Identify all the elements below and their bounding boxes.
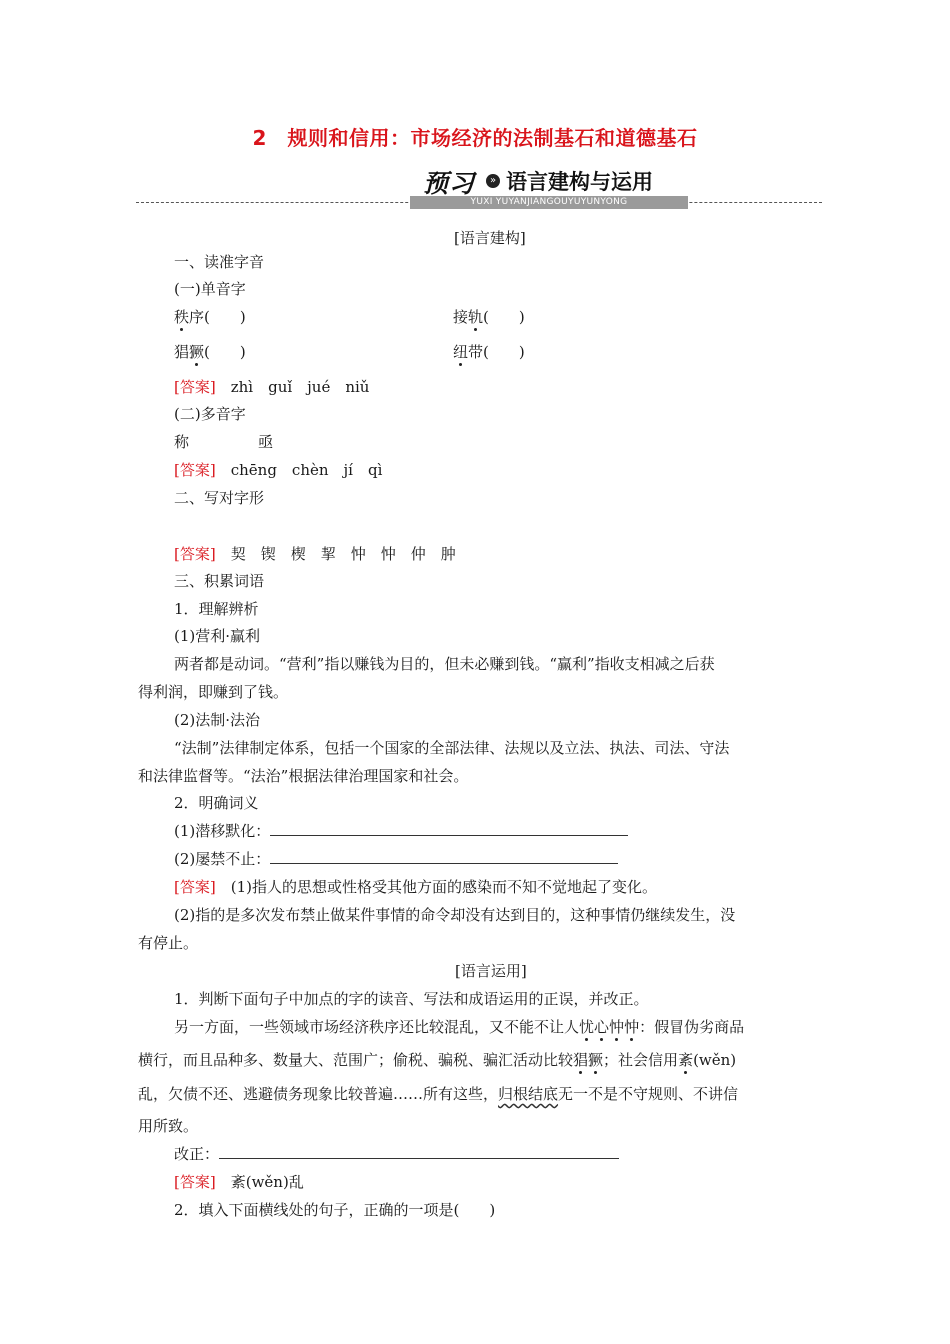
banner-title: 语言建构与运用 <box>506 170 653 194</box>
answer-tag: [答案] <box>174 378 216 396</box>
answer-1: [答案] zhì guǐ jué niǔ <box>174 378 370 396</box>
meaning-question-1: (1)潜移默化： <box>174 821 628 841</box>
passage-line-3: 乱，欠债不还、逃避债务现象比较普遍……所有这些，归根结底无一不是不守规则、不讲信 <box>138 1085 739 1103</box>
dotted-char: 纽 <box>453 343 469 361</box>
passage-line-4: 用所致。 <box>138 1117 199 1135</box>
subheading-single-reading: (一)单音字 <box>174 280 246 298</box>
section-header-construction: [语言建构] <box>454 229 526 247</box>
question-item-jiegui: 接轨( ) <box>453 308 525 326</box>
dotted-char: 秩 <box>174 308 190 326</box>
banner-pinyin: YUXI YUYANJIANGOUYUYUNYONG <box>410 196 688 209</box>
word-pair-2: (2)法制·法治 <box>174 711 261 729</box>
subheading-multi-reading: (二)多音字 <box>174 405 246 423</box>
dotted-char: 轨 <box>468 308 484 326</box>
answer-blank[interactable] <box>270 821 628 836</box>
subheading-meaning: 2．明确词义 <box>174 794 259 812</box>
answer-3: [答案] 契 锲 楔 挈 忡 忡 仲 肿 <box>174 545 456 563</box>
answer-tag: [答案] <box>174 878 216 896</box>
answer-tag: [答案] <box>174 1173 216 1191</box>
answer-5: [答案] 紊(wěn)乱 <box>174 1173 304 1191</box>
section-header-usage: [语言运用] <box>455 962 527 980</box>
answer-tag: [答案] <box>174 461 216 479</box>
question-1: 1．判断下面句子中加点的字的读音、写法和成语运用的正误，并改正。 <box>174 990 649 1008</box>
subheading-understand: 1．理解辨析 <box>174 600 259 618</box>
paragraph-line: 和法律监督等。“法治”根据法律治理国家和社会。 <box>138 767 469 785</box>
page-title: 2 规则和信用：市场经济的法制基石和道德基石 <box>252 126 698 150</box>
paragraph-line: (2)指的是多次发布禁止做某件事情的命令却没有达到目的，这种事情仍继续发生，没 <box>174 906 736 924</box>
answer-4: [答案] (1)指人的思想或性格受其他方面的感染而不知不觉地起了变化。 <box>174 878 657 896</box>
answer-tag: [答案] <box>174 545 216 563</box>
question-item-niudai: 纽带( ) <box>453 343 525 361</box>
chevron-right-icon: » <box>486 174 500 188</box>
dotted-char: 獗 <box>189 343 205 361</box>
paragraph-line: 有停止。 <box>138 934 199 952</box>
section-banner <box>136 162 822 212</box>
banner-yuxi-label: 预习 <box>423 169 476 198</box>
correction-blank[interactable] <box>219 1144 619 1159</box>
question-2: 2．填入下面横线处的句子，正确的一项是( ) <box>174 1201 496 1219</box>
multi-reading-char-1: 称 <box>174 433 190 451</box>
meaning-question-2: (2)屡禁不止： <box>174 849 618 869</box>
question-item-zhixu: 秩序( ) <box>174 308 246 326</box>
passage-line-2: 横行，而且品种多、数量大、范围广；偷税、骗税、骗汇活动比较猖獗；社会信用紊(wěn) <box>138 1051 737 1069</box>
paragraph-line: “法制”法律制定体系，包括一个国家的全部法律、法规以及立法、执法、司法、守法 <box>174 739 730 757</box>
answer-blank[interactable] <box>270 849 618 864</box>
paragraph-line: 得利润，即赚到了钱。 <box>138 683 289 701</box>
heading-pronunciation: 一、读准字音 <box>174 253 265 271</box>
heading-vocabulary: 三、积累词语 <box>174 572 265 590</box>
wavy-underlined-idiom: 归根结底 <box>498 1085 559 1103</box>
correction-field: 改正： <box>174 1144 619 1164</box>
passage-line-1: 另一方面，一些领域市场经济秩序还比较混乱，又不能不让人忧心忡忡：假冒伪劣商品 <box>174 1018 745 1036</box>
heading-write-characters: 二、写对字形 <box>174 489 265 507</box>
paragraph-line: 两者都是动词。“营利”指以赚钱为目的，但未必赚到钱。“赢利”指收支相减之后获 <box>174 655 715 673</box>
multi-reading-char-2: 亟 <box>258 433 274 451</box>
question-item-changjue: 猖獗( ) <box>174 343 246 361</box>
answer-2: [答案] chēng chèn jí qì <box>174 461 383 479</box>
word-pair-1: (1)营利·赢利 <box>174 627 261 645</box>
